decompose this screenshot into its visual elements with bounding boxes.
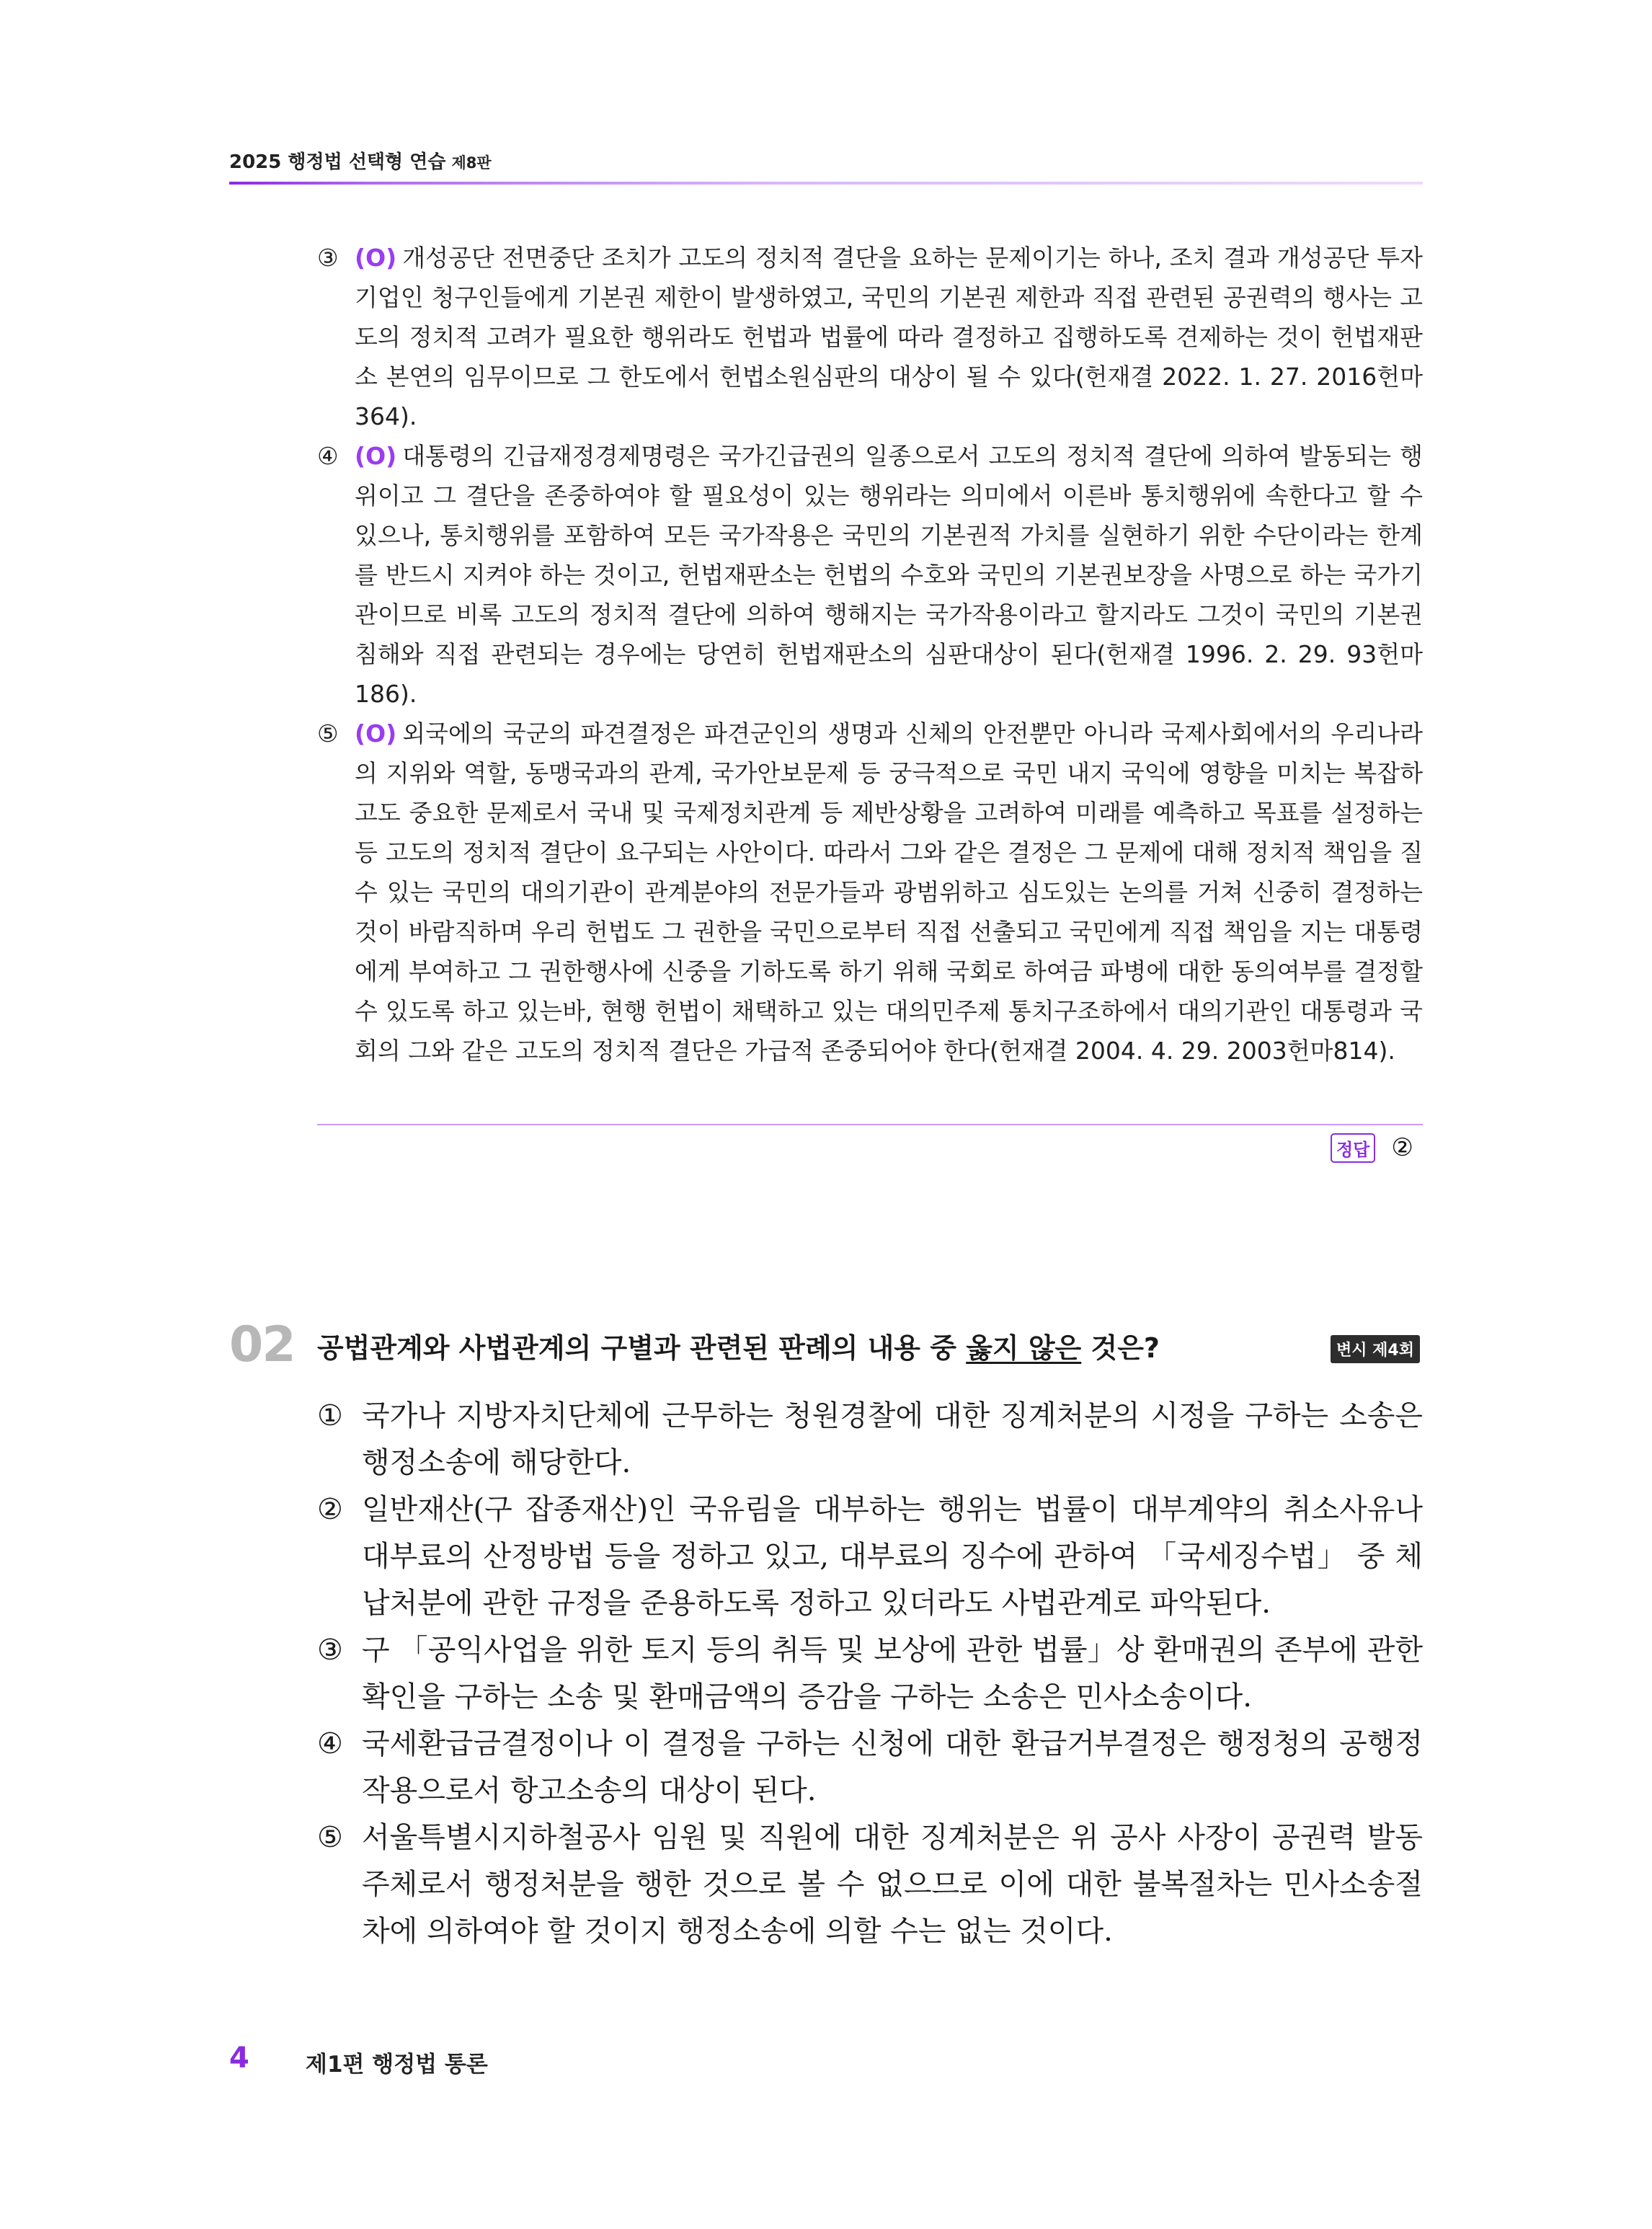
- option-2: [317, 1486, 1423, 1627]
- option-text: 서울특별시지하철공사 임원 및 직원에 대한 징계처분은 위 공사 사장이 공권력 발동주체로서 행정처분을 행한 것으로 볼 수 없으므로 이에 대한 불복절차는 민사소송절차에 의하여야 할 것이지 행정소송에 의할 수는 없는 것이다.: [362, 1821, 1423, 1948]
- option-number: ②: [317, 1493, 343, 1526]
- question-text: [317, 1330, 1160, 1366]
- correct-mark: (O): [355, 719, 397, 748]
- option-number: ①: [317, 1399, 343, 1432]
- option-text: 구 「공익사업을 위한 토지 등의 취득 및 보상에 관한 법률」상 환매권의 존부에 관한 확인을 구하는 소송 및 환매금액의 증감을 구하는 소송은 민사소송이다.: [362, 1634, 1423, 1714]
- header-rule: [229, 182, 1423, 185]
- page-header: [229, 147, 1423, 174]
- section-divider: [317, 1124, 1423, 1125]
- correct-mark: (O): [355, 244, 397, 272]
- book-title: 2025 행정법 선택형 연습: [229, 151, 446, 173]
- option-1: [317, 1393, 1423, 1486]
- option-number: ⑤: [317, 1821, 343, 1854]
- exam-source-badge: 변시 제4회: [1331, 1335, 1420, 1363]
- page-number: 4: [229, 2042, 249, 2075]
- option-number: ③: [317, 1634, 343, 1667]
- explanation-text: 개성공단 전면중단 조치가 고도의 정치적 결단을 요하는 문제이기는 하나, 조치 결과 개성공단 투자기업인 청구인들에게 기본권 제한이 발생하였고, 국민의 기본권 제한과 직접 관련된 공권력의 행사는 고도의 정치적 고려가 필요한 행위라도 헌법과 법률에 따라 결정하고 집행하도록 견제하는 것이 헌법재판소 본연의 임무이므로 그 한도에서 헌법소원심판의 대상이 될 수 있다(헌재결 2022. 1. 27. 2016헌마364).: [355, 244, 1423, 430]
- explanation-section: [317, 238, 1423, 1071]
- book-edition: 제8판: [451, 154, 492, 172]
- explanation-number: ④: [317, 442, 339, 470]
- answer-value: ②: [1391, 1133, 1413, 1162]
- option-4: [317, 1721, 1423, 1814]
- answer-box: [1331, 1130, 1413, 1165]
- option-5: [317, 1814, 1423, 1955]
- explanation-number: ⑤: [317, 719, 339, 748]
- question-text-underlined: 옳지 않은: [966, 1332, 1082, 1364]
- answer-tag: 정답: [1331, 1133, 1375, 1163]
- option-text: 국가나 지방자치단체에 근무하는 청원경찰에 대한 징계처분의 시정을 구하는 소송은 행정소송에 해당한다.: [362, 1399, 1423, 1479]
- option-text: 일반재산(구 잡종재산)인 국유림을 대부하는 행위는 법률이 대부계약의 취소사유나 대부료의 산정방법 등을 정하고 있고, 대부료의 징수에 관하여 「국세징수법」 중 체납처분에 관한 규정을 준용하도록 정하고 있더라도 사법관계로 파악된다.: [362, 1493, 1423, 1620]
- correct-mark: (O): [355, 442, 397, 470]
- explanation-item-3: [317, 238, 1423, 436]
- answer-options: [317, 1393, 1423, 1955]
- question-text-after: 것은?: [1081, 1332, 1160, 1364]
- explanation-item-5: [317, 714, 1423, 1071]
- question-number: 02: [229, 1316, 295, 1373]
- explanation-text: 외국에의 국군의 파견결정은 파견군인의 생명과 신체의 안전뿐만 아니라 국제사회에서의 우리나라의 지위와 역할, 동맹국과의 관계, 국가안보문제 등 궁극적으로 국민 내지 국익에 영향을 미치는 복잡하고도 중요한 문제로서 국내 및 국제정치관계 등 제반상황을 고려하여 미래를 예측하고 목표를 설정하는 등 고도의 정치적 결단이 요구되는 사안이다. 따라서 그와 같은 결정은 그 문제에 대해 정치적 책임을 질 수 있는 국민의 대의기관이 관계분야의 전문가들과 광범위하고 심도있는 논의를 거쳐 신중히 결정하는 것이 바람직하며 우리 헌법도 그 권한을 국민으로부터 직접 선출되고 국민에게 직접 책임을 지는 대통령에게 부여하고 그 권한행사에 신중을 기하도록 하기 위해 국회로 하여금 파병에 대한 동의여부를 결정할 수 있도록 하고 있는바, 현행 헌법이 채택하고 있는 대의민주제 통치구조하에서 대의기관인 대통령과 국회의 그와 같은 고도의 정치적 결단은 가급적 존중되어야 한다(헌재결 2004. 4. 29. 2003헌마814).: [355, 719, 1423, 1065]
- question-text-before: 공법관계와 사법관계의 구별과 관련된 판례의 내용 중: [317, 1332, 967, 1364]
- explanation-text: 대통령의 긴급재정경제명령은 국가긴급권의 일종으로서 고도의 정치적 결단에 의하여 발동되는 행위이고 그 결단을 존중하여야 할 필요성이 있는 행위라는 의미에서 이른바 통치행위에 속한다고 할 수 있으나, 통치행위를 포함하여 모든 국가작용은 국민의 기본권적 가치를 실현하기 위한 수단이라는 한계를 반드시 지켜야 하는 것이고, 헌법재판소는 헌법의 수호와 국민의 기본권보장을 사명으로 하는 국가기관이므로 비록 고도의 정치적 결단에 의하여 행해지는 국가작용이라고 할지라도 그것이 국민의 기본권 침해와 직접 관련되는 경우에는 당연히 헌법재판소의 심판대상이 된다(헌재결 1996. 2. 29. 93헌마186).: [355, 442, 1423, 708]
- explanation-number: ③: [317, 244, 339, 272]
- option-text: 국세환급금결정이나 이 결정을 구하는 신청에 대한 환급거부결정은 행정청의 공행정작용으로서 항고소송의 대상이 된다.: [362, 1727, 1423, 1807]
- option-number: ④: [317, 1727, 343, 1760]
- option-3: [317, 1627, 1423, 1721]
- footer-section-title: 제1편 행정법 통론: [306, 2052, 488, 2078]
- explanation-item-4: [317, 436, 1423, 714]
